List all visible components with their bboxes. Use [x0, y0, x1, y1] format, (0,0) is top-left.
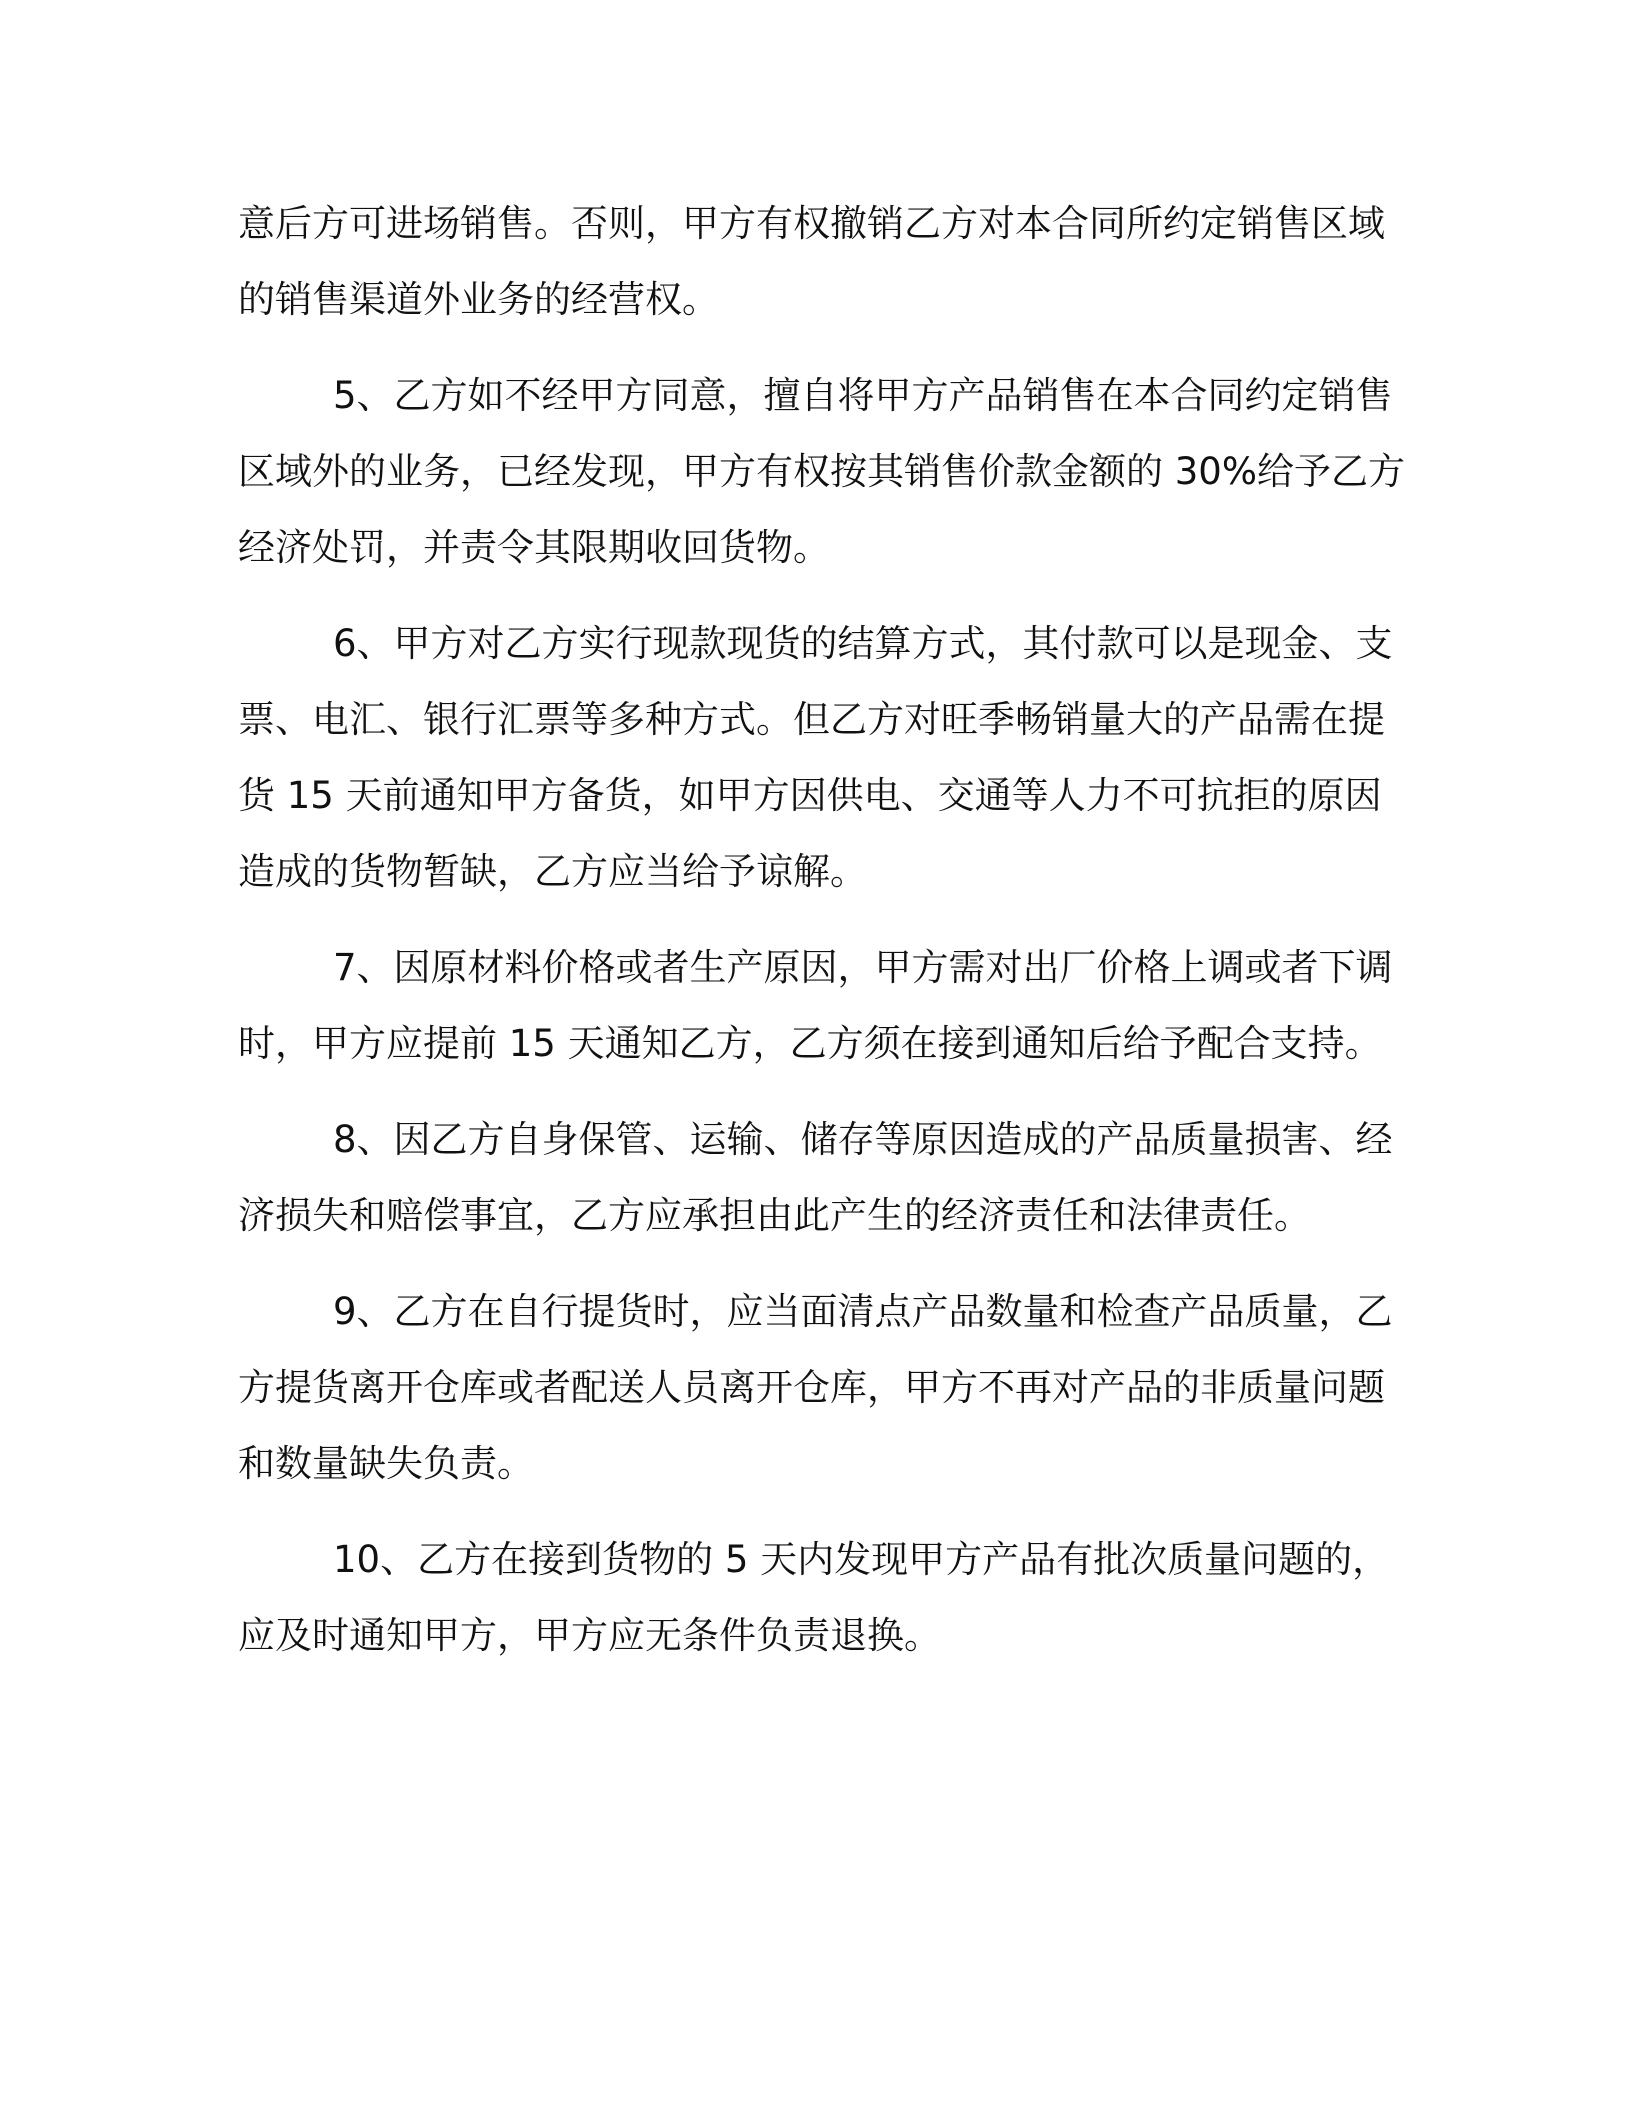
paragraph-clause-9: 9、乙方在自行提货时，应当面清点产品数量和检查产品质量，乙方提货离开仓库或者配送人员离开仓库，甲方不再对产品的非质量问题和数量缺失负责。	[238, 1290, 1393, 1485]
paragraph-clause-5: 5、乙方如不经甲方同意，擅自将甲方产品销售在本合同约定销售区域外的业务，已经发现，甲方有权按其销售价款金额的 30%给予乙方经济处罚，并责令其限期收回货物。	[238, 374, 1405, 569]
paragraph-clause-6: 6、甲方对乙方实行现款现货的结算方式，其付款可以是现金、支票、电汇、银行汇票等多种方式。但乙方对旺季畅销量大的产品需在提货 15 天前通知甲方备货，如甲方因供电、交通等人力不可抗拒的原因造成的货物暂缺，乙方应当给予谅解。	[238, 622, 1393, 893]
paragraph-continuation: 意后方可进场销售。否则，甲方有权撤销乙方对本合同所约定销售区域的销售渠道外业务的经营权。	[238, 202, 1385, 321]
paragraph-clause-10: 10、乙方在接到货物的 5 天内发现甲方产品有批次质量问题的，应及时通知甲方，甲方应无条件负责退换。	[238, 1538, 1390, 1657]
paragraph-clause-8: 8、因乙方自身保管、运输、储存等原因造成的产品质量损害、经济损失和赔偿事宜，乙方应承担由此产生的经济责任和法律责任。	[238, 1118, 1393, 1237]
document-body	[238, 186, 1408, 1674]
paragraph-clause-7: 7、因原材料价格或者生产原因，甲方需对出厂价格上调或者下调时，甲方应提前 15 天通知乙方，乙方须在接到通知后给予配合支持。	[238, 946, 1393, 1065]
